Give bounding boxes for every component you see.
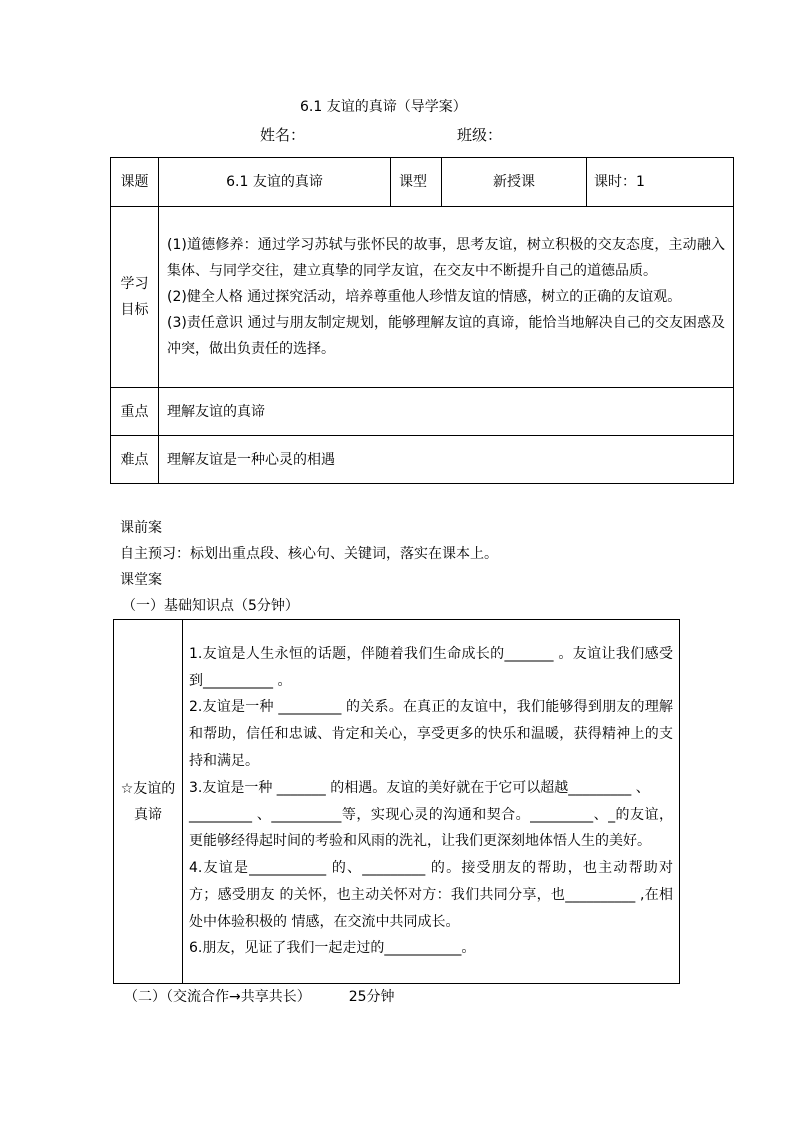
type-value: 新授课 (442, 158, 587, 207)
name-label: 姓名： (260, 126, 306, 144)
goal-item: (1)道德修养：通过学习苏轼与张怀民的故事，思考友谊，树立积极的交友态度，主动融入集体、与同学交往，建立真挚的同学友谊，在交友中不断提升自己的道德品质。 (167, 237, 725, 279)
goal-item: (3)责任意识 通过与朋友制定规划，能够理解友谊的真谛，能恰当地解决自己的交友困惑及冲突，做出负责任的选择。 (167, 315, 725, 357)
topic-label: 课题 (111, 158, 159, 207)
goals-content (159, 207, 734, 388)
document-title: 6.1 友谊的真谛（导学案） (300, 99, 467, 115)
knowledge-label: ☆友谊的真谛 (114, 620, 183, 984)
part2-title: （二）（交流合作→共享共长） (124, 989, 311, 1005)
difficulty-row (111, 436, 734, 484)
key-point-label: 重点 (111, 388, 159, 436)
lesson-hours: 课时：1 (587, 158, 734, 207)
difficulty-label: 难点 (111, 436, 159, 484)
in-class-heading: 课堂案 (120, 572, 162, 588)
knowledge-item: 4.友谊是___________ 的、_________ 的。接受朋友的帮助，也主动帮助对方；感受朋友 的关怀，也主动关怀对方：我们共同分享，也__________ ,在相处中体验积极的 情感，在交流中共同成长。 (189, 860, 673, 930)
knowledge-item: _________ 、__________等，实现心灵的沟通和契合。_________、_的友谊， 更能够经得起时间的考验和风雨的洗礼，让我们更深刻地体悟人生的美好。 (189, 806, 673, 850)
part2-time: 25分钟 (348, 989, 395, 1005)
topic-value: 6.1 友谊的真谛 (159, 158, 391, 207)
topic-row (111, 158, 734, 207)
lesson-info-table (110, 157, 734, 484)
key-point-row (111, 388, 734, 436)
knowledge-item: 6.朋友，见证了我们一起走过的___________。 (189, 940, 476, 957)
difficulty-value: 理解友谊是一种心灵的相遇 (159, 436, 734, 484)
goal-item: (2)健全人格 通过探究活动，培养尊重他人珍惜友谊的情感，树立的正确的友谊观。 (167, 289, 682, 305)
knowledge-item: 1.友谊是人生永恒的话题，伴随着我们生命成长的_______ 。友谊让我们感受到__________ 。 (189, 645, 673, 689)
goals-row (111, 207, 734, 388)
type-label: 课型 (391, 158, 442, 207)
knowledge-content (183, 620, 680, 984)
goals-label: 学习目标 (111, 207, 159, 388)
student-info-line (260, 124, 503, 145)
preview-instruction: 自主预习：标划出重点段、核心句、关键词，落实在课本上。 (120, 546, 498, 562)
part2-heading (124, 986, 395, 1006)
knowledge-item: 2.友谊是一种 _________ 的关系。在真正的友谊中，我们能够得到朋友的理解和帮助，信任和忠诚、肯定和关心，享受更多的快乐和温暖，获得精神上的支持和满足。 (189, 699, 673, 769)
knowledge-row (114, 620, 680, 984)
class-label: 班级： (457, 126, 503, 144)
knowledge-item: 3.友谊是一种 _______ 的相遇。友谊的美好就在于它可以超越_________ 、 (189, 779, 650, 796)
key-point-value: 理解友谊的真谛 (159, 388, 734, 436)
knowledge-table (113, 619, 680, 984)
pre-class-heading: 课前案 (120, 520, 162, 536)
part1-heading: （一）基础知识点（5分钟） (122, 598, 299, 614)
